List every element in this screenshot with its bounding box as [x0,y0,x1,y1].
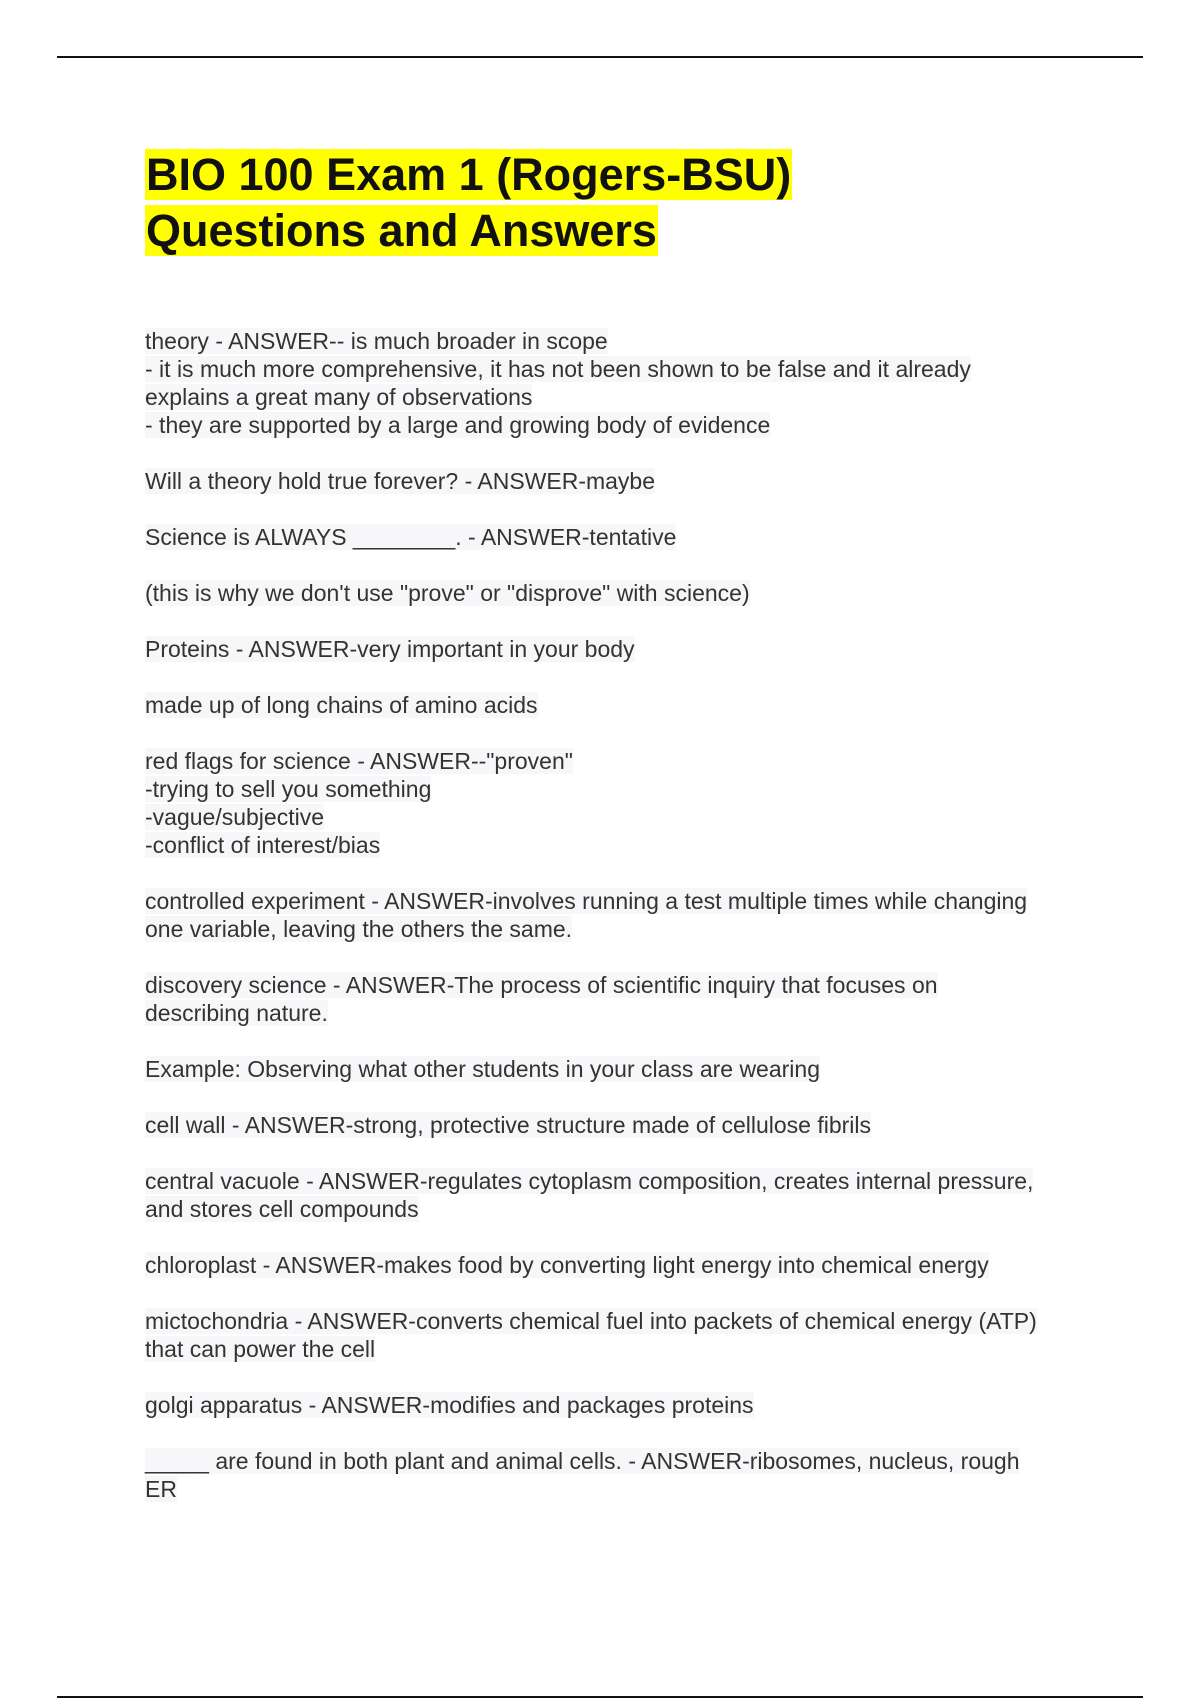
qa-item [145,971,1045,1027]
qa-line [145,523,1045,551]
qa-line-text: Example: Observing what other students in your class are wearing [145,1056,820,1082]
qa-line [145,635,1045,663]
qa-item [145,635,1045,663]
qa-item [145,1251,1045,1279]
qa-item [145,1167,1045,1223]
qa-line-text: -trying to sell you something [145,776,432,802]
qa-line-text: Will a theory hold true forever? - ANSWER-maybe [145,468,656,494]
qa-line-text: - they are supported by a large and growing body of evidence [145,412,771,438]
qa-line [145,467,1045,495]
qa-line [145,1111,1045,1139]
qa-item [145,1447,1045,1503]
qa-line [145,327,1045,355]
qa-item [145,1391,1045,1419]
qa-line [145,1307,1045,1363]
qa-line [145,411,1045,439]
qa-line-text: Proteins - ANSWER-very important in your body [145,636,635,662]
qa-line [145,971,1045,1027]
qa-item [145,579,1045,607]
qa-line [145,803,1045,831]
qa-item [145,691,1045,719]
qa-item [145,747,1045,859]
qa-line-text: theory - ANSWER-- is much broader in scope [145,328,608,354]
qa-line-text: mictochondria - ANSWER-converts chemical fuel into packets of chemical energy (ATP) that can power the cell [145,1308,1037,1362]
title-line-1: BIO 100 Exam 1 (Rogers-BSU) [146,149,792,200]
qa-line [145,1447,1045,1503]
qa-line-text: controlled experiment - ANSWER-involves running a test multiple times while changing one variable, leaving the others the same. [145,888,1028,942]
qa-line-text: - it is much more comprehensive, it has not been shown to be false and it already explains a great many of observations [145,356,971,410]
qa-line [145,1167,1045,1223]
document-body [145,147,1045,1531]
qa-line-text: cell wall - ANSWER-strong, protective structure made of cellulose fibrils [145,1112,872,1138]
document-title [145,147,1045,259]
qa-item [145,1111,1045,1139]
qa-line [145,831,1045,859]
qa-line [145,775,1045,803]
qa-line-text: (this is why we don't use "prove" or "disprove" with science) [145,580,750,606]
top-rule [57,56,1143,58]
qa-list [145,327,1045,1503]
qa-line-text: Science is ALWAYS ________. - ANSWER-tentative [145,524,677,550]
qa-line [145,1391,1045,1419]
qa-line [145,747,1045,775]
qa-line [145,355,1045,411]
qa-line-text: -conflict of interest/bias [145,832,381,858]
qa-line [145,887,1045,943]
qa-line-text: golgi apparatus - ANSWER-modifies and packages proteins [145,1392,754,1418]
qa-line [145,1055,1045,1083]
qa-item [145,467,1045,495]
qa-line [145,1251,1045,1279]
title-line-2: Questions and Answers [146,205,657,256]
qa-line-text: -vague/subjective [145,804,324,830]
qa-item [145,887,1045,943]
qa-item [145,327,1045,439]
qa-item [145,1307,1045,1363]
qa-line [145,579,1045,607]
qa-line-text: red flags for science - ANSWER--"proven" [145,748,573,774]
qa-item [145,523,1045,551]
qa-line-text: chloroplast - ANSWER-makes food by converting light energy into chemical energy [145,1252,989,1278]
qa-line [145,691,1045,719]
qa-line-text: discovery science - ANSWER-The process of scientific inquiry that focuses on describing nature. [145,972,938,1026]
bottom-rule [57,1696,1143,1698]
qa-line-text: _____ are found in both plant and animal cells. - ANSWER-ribosomes, nucleus, rough ER [145,1448,1020,1502]
qa-item [145,1055,1045,1083]
qa-line-text: made up of long chains of amino acids [145,692,538,718]
qa-line-text: central vacuole - ANSWER-regulates cytoplasm composition, creates internal pressure, and stores cell compounds [145,1168,1034,1222]
